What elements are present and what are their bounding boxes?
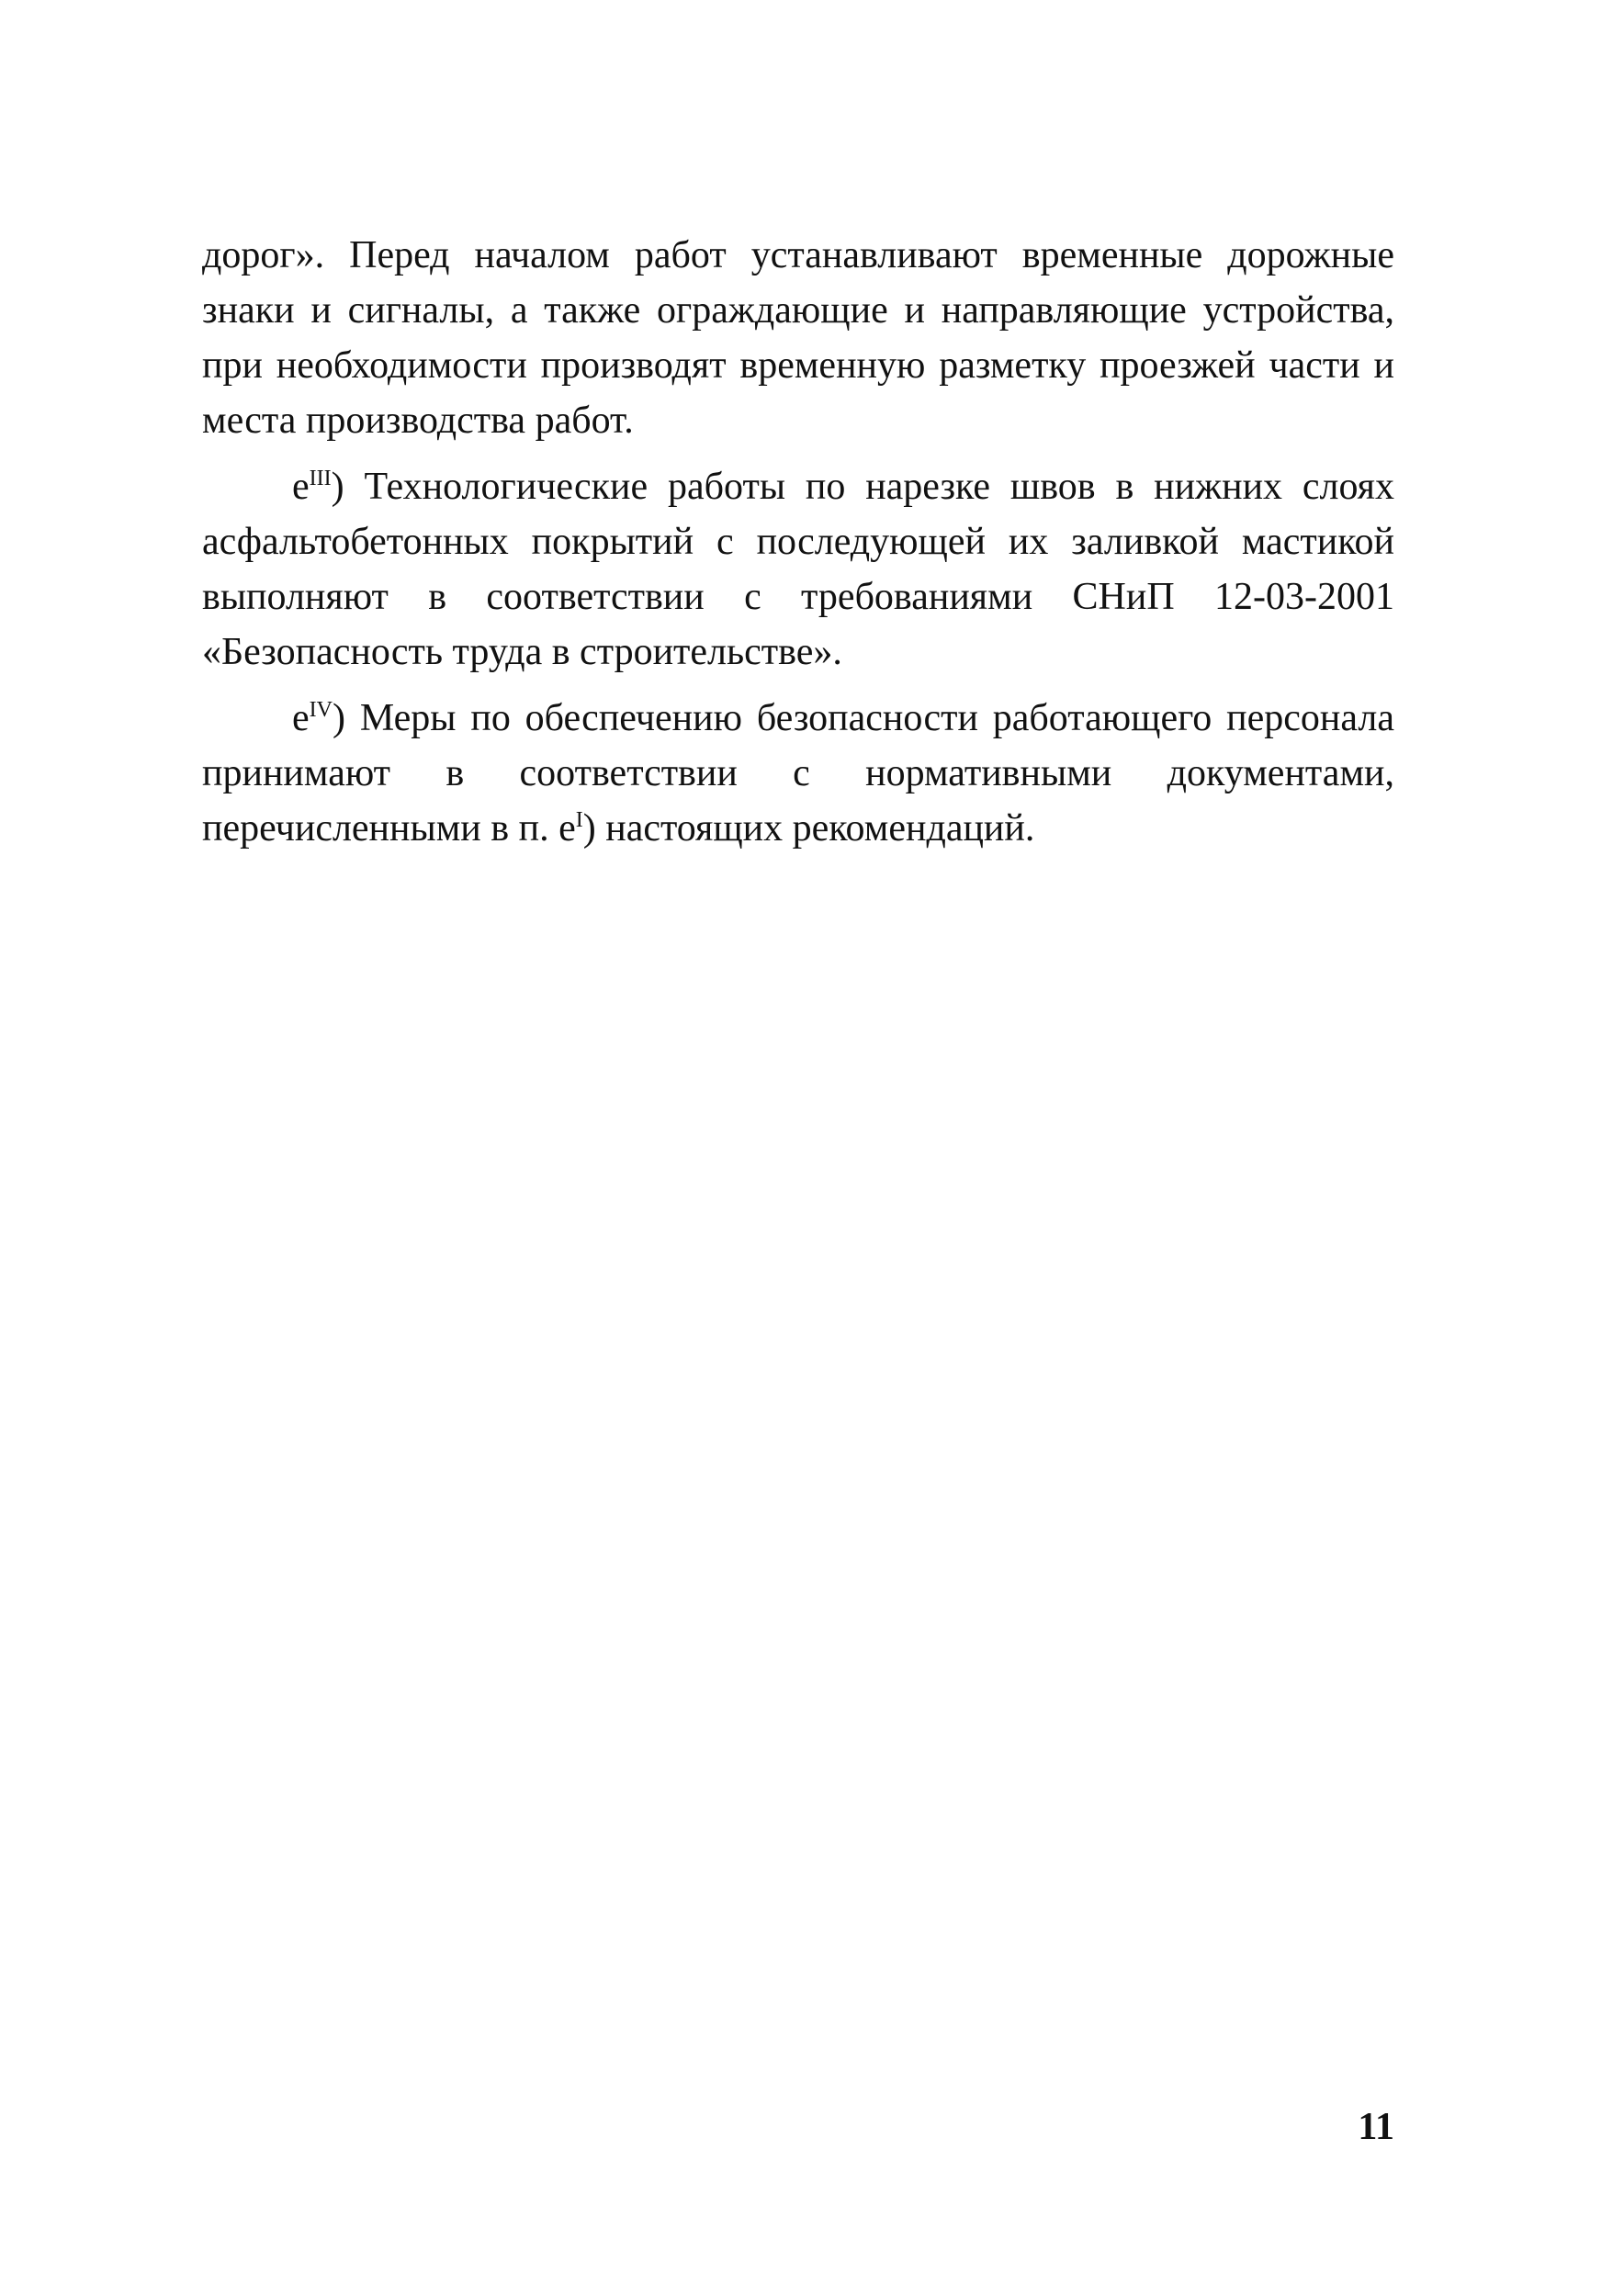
- document-body: [202, 228, 1394, 867]
- paragraph-e4-ending: ) настоящих рекомендаций.: [582, 807, 1035, 850]
- paragraph-e4: [202, 691, 1394, 856]
- paragraph-e3-text: ) Технологические работы по нарезке швов в нижних слоях асфальтобетонных покрытий с последующей их заливкой мастикой выполняют в соответствии с требованиями СНиП 12-03-2001 «Безопасность труда в строительстве».: [202, 466, 1394, 673]
- item-label-superscript: IV: [309, 698, 333, 722]
- reference-label: e: [558, 807, 576, 850]
- paragraph-e3: [202, 459, 1394, 680]
- paragraph-1: [202, 228, 1394, 448]
- reference-label-superscript: I: [575, 808, 583, 832]
- paragraph-e4-text: ) Меры по обеспечению безопасности работающего персонала принимают в соответствии с нормативными документами, перечисленными в п.: [202, 697, 1394, 850]
- item-label: e: [292, 466, 310, 508]
- item-label-superscript: III: [309, 467, 332, 490]
- paragraph-1-text: дорог». Перед началом работ устанавливают временные дорожные знаки и сигналы, а также ограждающие и направляющие устройства, при необходимости производят временную разметку проезжей части и места производства работ.: [202, 234, 1394, 442]
- page-number: 11: [1358, 2106, 1394, 2148]
- item-label: e: [292, 697, 310, 739]
